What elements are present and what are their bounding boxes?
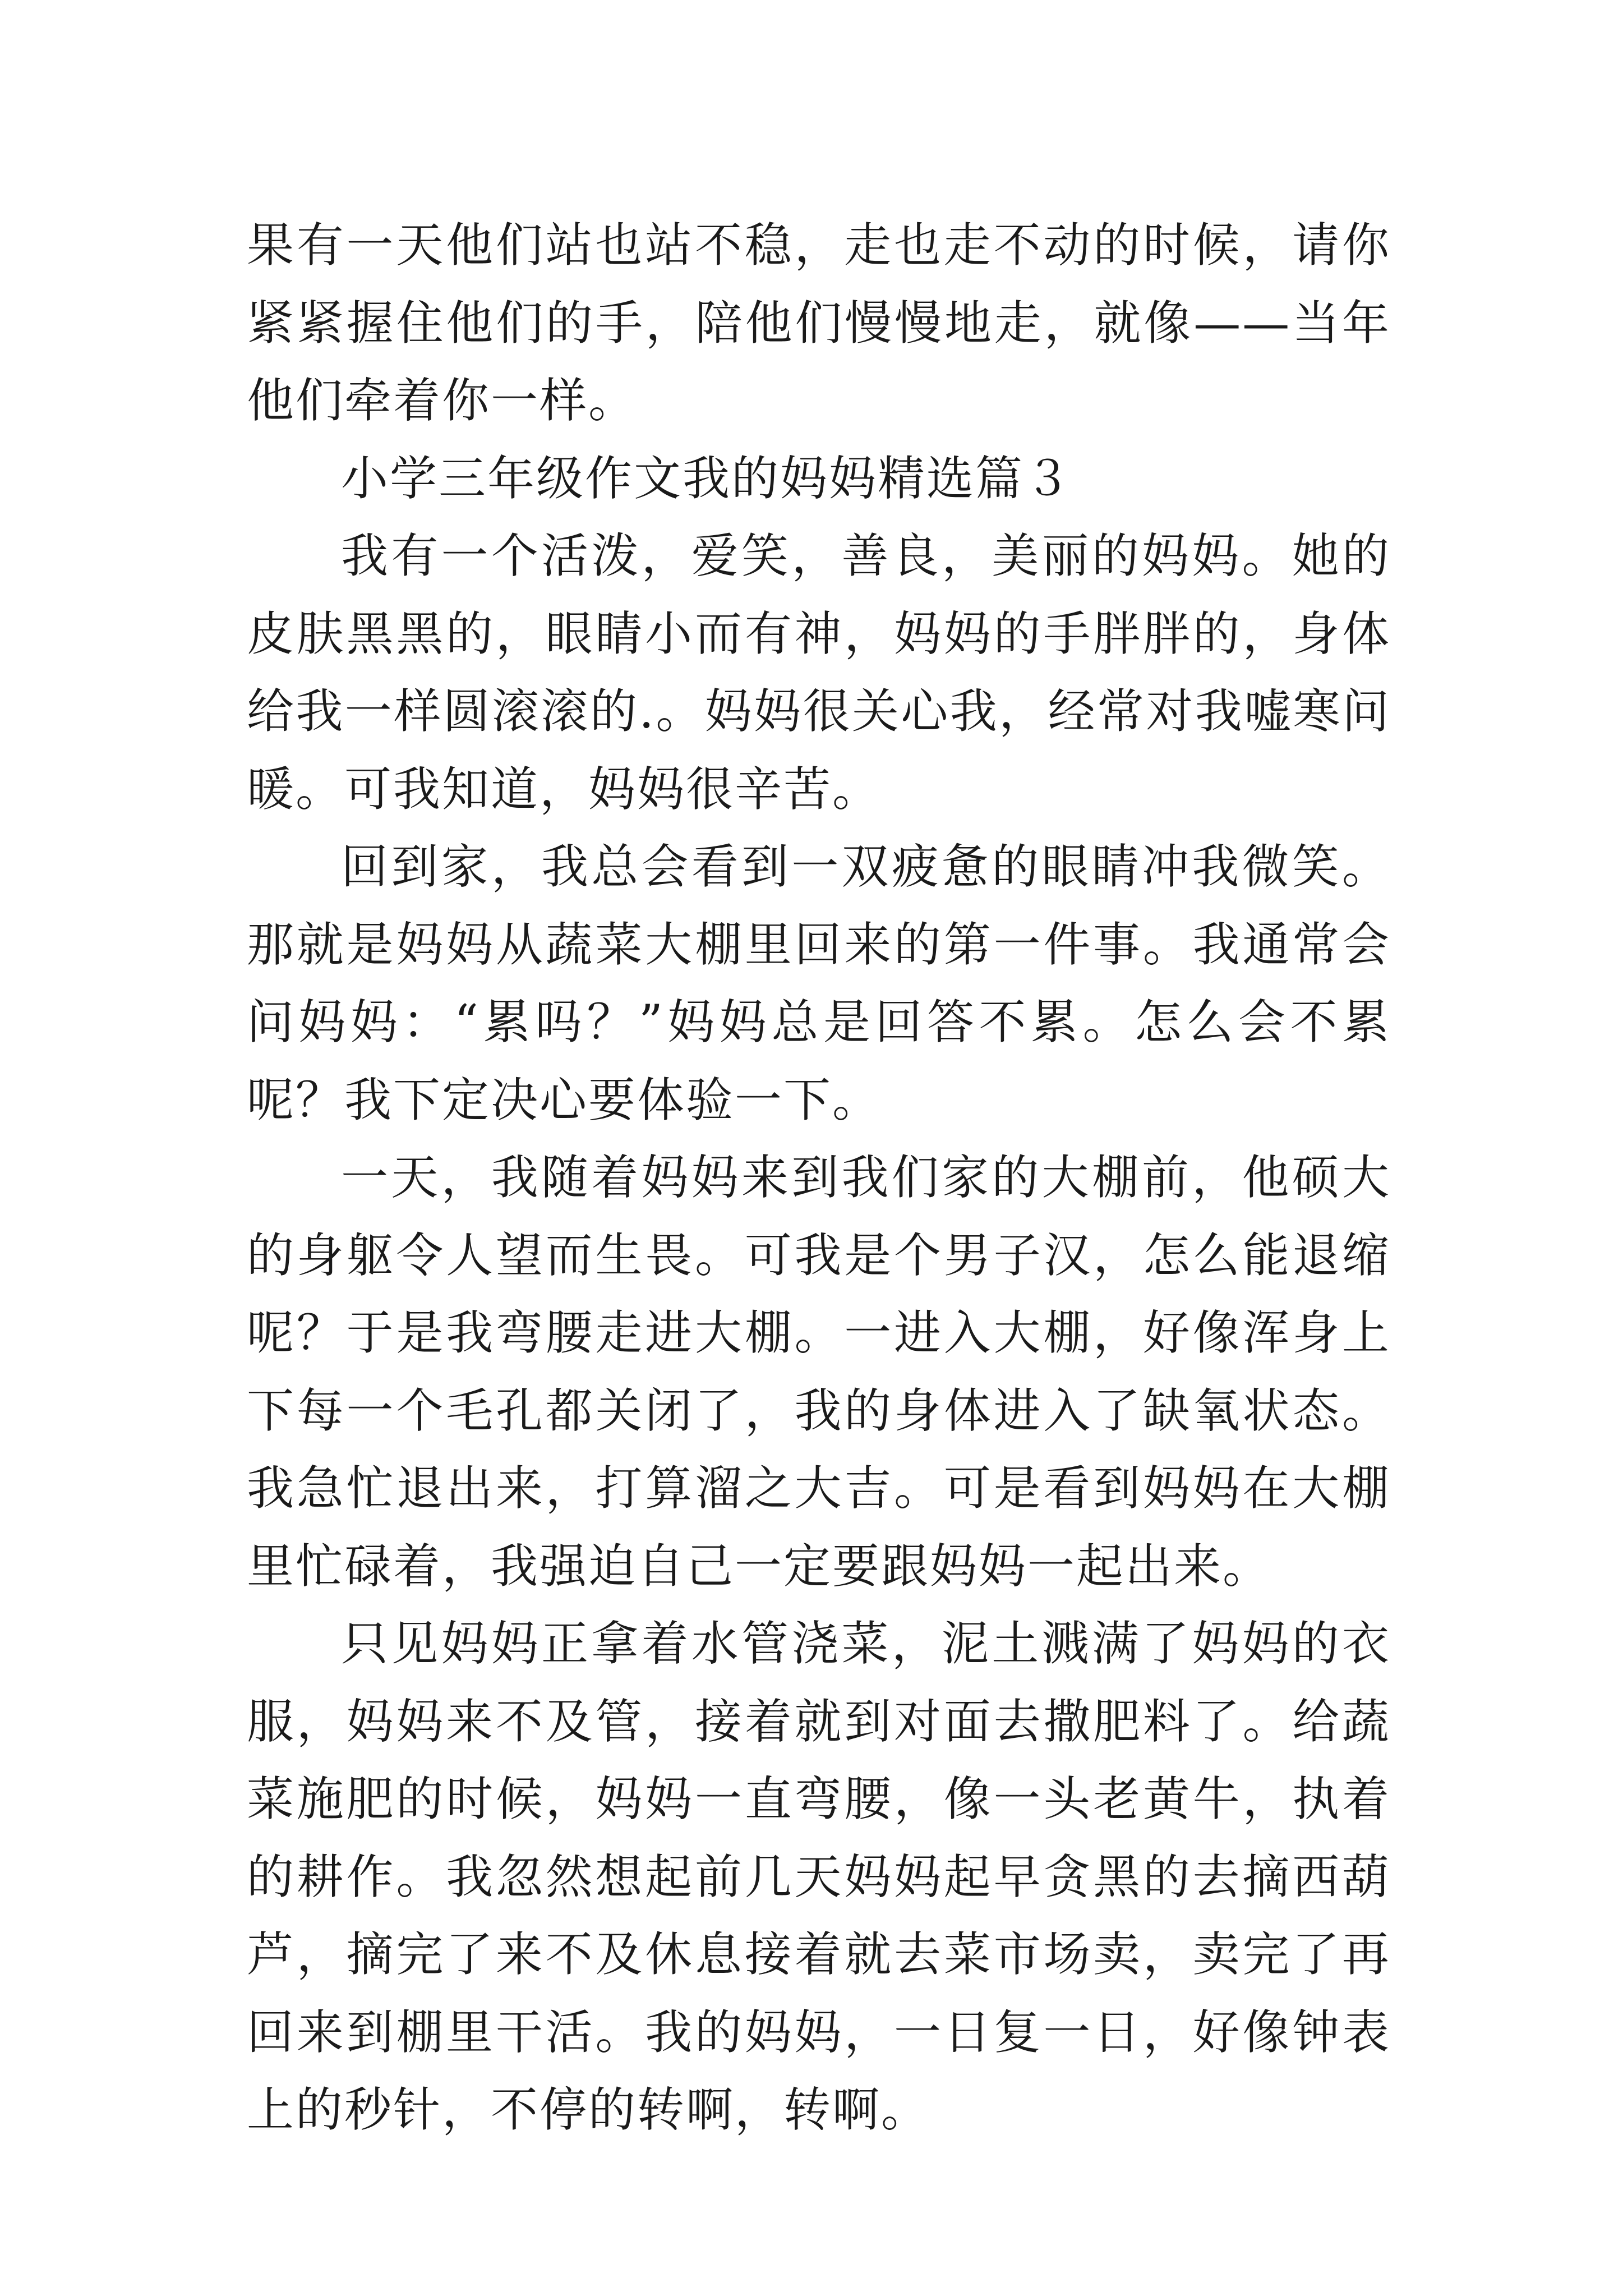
paragraph: 只见妈妈正拿着水管浇菜，泥土溅满了妈妈的衣服，妈妈来不及管，接着就到对面去撒肥料了。给蔬菜施肥的时候，妈妈一直弯腰，像一头老黄牛，执着的耕作。我忽然想起前几天妈妈起早贪黑的去摘西葫芦，摘完了来不及休息接着就去菜市场卖，卖完了再回来到棚里干活。我的妈妈，一日复一日，好像钟表上的秒针，不停的转啊，转啊。	[247, 1616, 1391, 2137]
document-body	[247, 206, 1391, 2149]
paragraph: 一天，我随着妈妈来到我们家的大棚前，他硕大的身躯令人望而生畏。可我是个男子汉，怎么能退缩呢？于是我弯腰走进大棚。一进入大棚，好像浑身上下每一个毛孔都关闭了，我的身体进入了缺氧状态。我急忙退出来，打算溜之大吉。可是看到妈妈在大棚里忙碌着，我强迫自己一定要跟妈妈一起出来。	[247, 1150, 1391, 1594]
paragraph: 我有一个活泼，爱笑，善良，美丽的妈妈。她的皮肤黑黑的，眼睛小而有神，妈妈的手胖胖的，身体给我一样圆滚滚的.。妈妈很关心我，经常对我嘘寒问暖。可我知道，妈妈很辛苦。	[247, 528, 1391, 817]
section-heading: 小学三年级作文我的妈妈精选篇３	[341, 450, 1073, 506]
paragraph-continuation: 果有一天他们站也站不稳，走也走不动的时候，请你紧紧握住他们的手，陪他们慢慢地走，就像——当年他们牵着你一样。	[247, 218, 1391, 428]
paragraph: 回到家，我总会看到一双疲惫的眼睛冲我微笑。那就是妈妈从蔬菜大棚里回来的第一件事。我通常会问妈妈：“累吗？”妈妈总是回答不累。怎么会不累呢？我下定决心要体验一下。	[247, 839, 1391, 1128]
